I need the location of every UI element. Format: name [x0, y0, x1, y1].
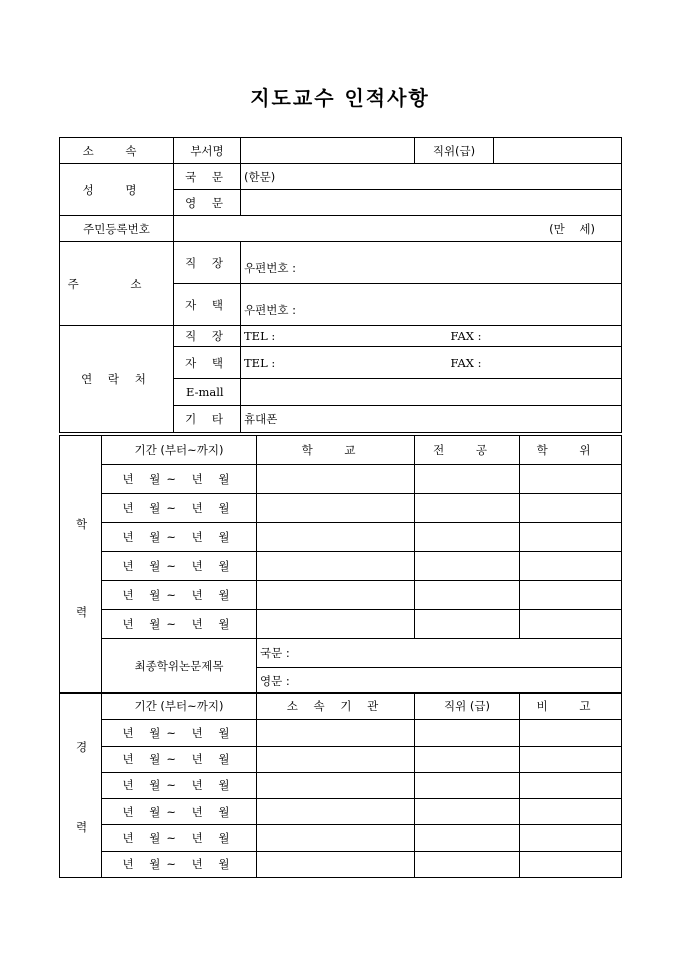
education-row [60, 610, 622, 639]
school-cell[interactable] [257, 610, 415, 639]
education-row [60, 523, 622, 552]
home-address-label: 자 택 [174, 284, 241, 326]
korean-name-field[interactable]: (한문) [241, 164, 622, 190]
work-fax-field[interactable]: FAX : [415, 326, 622, 347]
degree-cell[interactable] [520, 523, 622, 552]
education-row [60, 494, 622, 523]
organization-cell[interactable] [257, 746, 415, 772]
career-row [60, 746, 622, 772]
note-header: 비 고 [520, 693, 622, 720]
career-label-bottom: 력 [76, 820, 88, 834]
major-header: 전 공 [415, 436, 520, 465]
career-label-top: 경 [76, 740, 88, 754]
degree-cell[interactable] [520, 465, 622, 494]
note-cell[interactable] [520, 720, 622, 746]
career-row [60, 772, 622, 798]
major-cell[interactable] [415, 523, 520, 552]
home-contact-label: 자 택 [174, 347, 241, 379]
degree-header: 학 위 [520, 436, 622, 465]
email-field[interactable] [241, 379, 622, 406]
career-period-cell[interactable]: 년 월~ 년 월 [102, 851, 257, 877]
work-address-label: 직 장 [174, 242, 241, 284]
resident-number-label: 주민등록번호 [60, 216, 174, 242]
major-cell[interactable] [415, 465, 520, 494]
career-period-cell[interactable]: 년 월~ 년 월 [102, 799, 257, 825]
work-address-field[interactable]: 우편번호 : [241, 242, 622, 284]
organization-cell[interactable] [257, 799, 415, 825]
thesis-english-field[interactable]: 영문 : [257, 668, 622, 694]
contact-label: 연 락 처 [60, 326, 174, 433]
edu-period-header: 기간 (부터~까지) [102, 436, 257, 465]
school-cell[interactable] [257, 523, 415, 552]
edu-period-cell[interactable]: 년 월~ 년 월 [102, 523, 257, 552]
name-label: 성 명 [60, 164, 174, 216]
career-period-header: 기간 (부터~까지) [102, 693, 257, 720]
organization-cell[interactable] [257, 851, 415, 877]
edu-period-cell[interactable]: 년 월~ 년 월 [102, 610, 257, 639]
note-cell[interactable] [520, 825, 622, 851]
personal-info-table [59, 137, 622, 433]
education-row [60, 465, 622, 494]
home-address-field[interactable]: 우편번호 : [241, 284, 622, 326]
career-period-cell[interactable]: 년 월~ 년 월 [102, 825, 257, 851]
education-row [60, 581, 622, 610]
degree-cell[interactable] [520, 610, 622, 639]
other-contact-label: 기 타 [174, 406, 241, 433]
major-cell[interactable] [415, 552, 520, 581]
career-period-cell[interactable]: 년 월~ 년 월 [102, 746, 257, 772]
organization-header: 소 속 기 관 [257, 693, 415, 720]
career-position-cell[interactable] [415, 851, 520, 877]
edu-period-cell[interactable]: 년 월~ 년 월 [102, 552, 257, 581]
major-cell[interactable] [415, 494, 520, 523]
organization-cell[interactable] [257, 772, 415, 798]
resident-number-field[interactable]: (만 세) [174, 216, 622, 242]
career-period-cell[interactable]: 년 월~ 년 월 [102, 772, 257, 798]
degree-cell[interactable] [520, 494, 622, 523]
career-position-header: 직위 (급) [415, 693, 520, 720]
form-title: 지도교수 인적사항 [250, 86, 430, 110]
position-label: 직위(급) [415, 138, 494, 164]
career-position-cell[interactable] [415, 825, 520, 851]
home-fax-field[interactable]: FAX : [415, 347, 622, 379]
career-label [60, 693, 102, 878]
work-contact-label: 직 장 [174, 326, 241, 347]
position-field[interactable] [494, 138, 622, 164]
affiliation-label: 소 속 [60, 138, 174, 164]
education-table [59, 435, 622, 694]
career-position-cell[interactable] [415, 746, 520, 772]
thesis-title-label: 최종학위논문제목 [102, 639, 257, 694]
education-label-bottom: 력 [76, 605, 88, 619]
note-cell[interactable] [520, 799, 622, 825]
email-label: E-mall [174, 379, 241, 406]
edu-period-cell[interactable]: 년 월~ 년 월 [102, 494, 257, 523]
school-header: 학 교 [257, 436, 415, 465]
edu-period-cell[interactable]: 년 월~ 년 월 [102, 465, 257, 494]
organization-cell[interactable] [257, 825, 415, 851]
degree-cell[interactable] [520, 581, 622, 610]
school-cell[interactable] [257, 465, 415, 494]
school-cell[interactable] [257, 552, 415, 581]
education-label [60, 436, 102, 694]
note-cell[interactable] [520, 746, 622, 772]
career-period-cell[interactable]: 년 월~ 년 월 [102, 720, 257, 746]
career-position-cell[interactable] [415, 799, 520, 825]
address-label: 주 소 [60, 242, 174, 326]
education-label-top: 학 [76, 517, 88, 531]
career-position-cell[interactable] [415, 720, 520, 746]
career-table [59, 692, 622, 878]
english-name-label: 영 문 [174, 190, 241, 216]
degree-cell[interactable] [520, 552, 622, 581]
school-cell[interactable] [257, 494, 415, 523]
dept-label: 부서명 [174, 138, 241, 164]
note-cell[interactable] [520, 772, 622, 798]
school-cell[interactable] [257, 581, 415, 610]
edu-period-cell[interactable]: 년 월~ 년 월 [102, 581, 257, 610]
career-row [60, 851, 622, 877]
career-row [60, 799, 622, 825]
korean-name-label: 국 문 [174, 164, 241, 190]
major-cell[interactable] [415, 610, 520, 639]
career-position-cell[interactable] [415, 772, 520, 798]
major-cell[interactable] [415, 581, 520, 610]
thesis-korean-field[interactable]: 국문 : [257, 639, 622, 668]
career-row [60, 825, 622, 851]
english-name-field[interactable] [241, 190, 622, 216]
career-row [60, 720, 622, 746]
note-cell[interactable] [520, 851, 622, 877]
education-row [60, 552, 622, 581]
mobile-field[interactable]: 휴대폰 [241, 406, 622, 433]
organization-cell[interactable] [257, 720, 415, 746]
dept-field[interactable] [241, 138, 415, 164]
work-tel-field[interactable]: TEL : [241, 326, 415, 347]
home-tel-field[interactable]: TEL : [241, 347, 415, 379]
